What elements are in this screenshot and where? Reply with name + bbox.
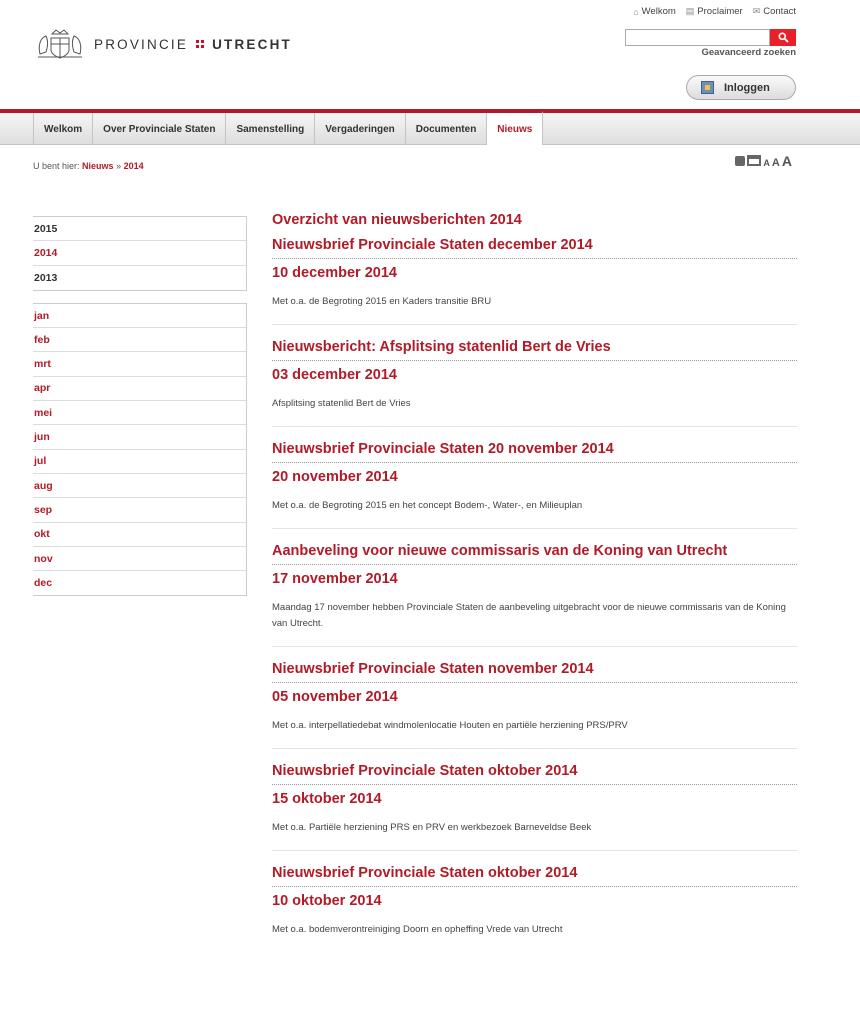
nav-item-documenten[interactable]: Documenten [406, 113, 488, 145]
login-button[interactable] [686, 75, 796, 100]
news-item-date: 10 oktober 2014 [272, 893, 382, 909]
news-item-summary: Met o.a. Partiële herziening PRS en PRV en werkbezoek Barneveldse Beek [272, 822, 592, 833]
news-item-summary: Afsplitsing statenlid Bert de Vries [272, 398, 411, 409]
rss-icon[interactable] [735, 156, 745, 166]
logo-dots-icon [196, 40, 204, 48]
sidebar-item-2015[interactable]: 2015 [33, 217, 246, 241]
toplink-label: Welkom [641, 6, 676, 17]
main-nav [0, 109, 860, 145]
font-size-medium-button[interactable]: A [771, 157, 780, 169]
news-item-date: 05 november 2014 [272, 689, 398, 705]
toplink-label: Contact [763, 6, 796, 17]
sidebar-item-okt[interactable]: okt [33, 523, 246, 547]
advanced-search-link[interactable]: Geavanceerd zoeken [701, 47, 796, 58]
sidebar-item-mrt[interactable]: mrt [33, 352, 246, 376]
news-item [272, 339, 797, 427]
search-input[interactable] [625, 29, 770, 46]
page-title: Overzicht van nieuwsberichten 2014 [272, 212, 522, 228]
year-list [33, 216, 247, 291]
sidebar-item-feb[interactable]: feb [33, 328, 246, 352]
news-item-date: 15 oktober 2014 [272, 791, 382, 807]
coat-of-arms-icon [34, 28, 86, 60]
mail-icon: ✉ [752, 6, 761, 16]
sidebar-item-jul[interactable]: jul [33, 450, 246, 474]
news-item-summary: Met o.a. bodemverontreiniging Doorn en opheffing Vrede van Utrecht [272, 924, 563, 935]
news-item-summary: Maandag 17 november hebben Provinciale Staten de aanbeveling uitgebracht voor de nieuwe commissaris van de Koning van Utrecht. [272, 602, 786, 629]
toplink-welkom[interactable] [633, 6, 676, 17]
nav-item-over-provinciale-staten[interactable]: Over Provinciale Staten [93, 113, 226, 145]
news-item-summary: Met o.a. de Begroting 2015 en het concept Bodem-, Water-, en Milieuplan [272, 500, 583, 511]
logo-text-utrecht: UTRECHT [212, 36, 292, 52]
header [0, 0, 860, 110]
breadcrumb [33, 161, 144, 171]
sidebar-item-2013[interactable]: 2013 [34, 271, 58, 284]
search-button[interactable] [770, 29, 796, 46]
search-form [625, 29, 796, 46]
sidebar-item-jun[interactable]: jun [33, 425, 246, 449]
page-tools [735, 153, 792, 169]
news-item-summary: Met o.a. de Begroting 2015 en Kaders transitie BRU [272, 296, 492, 307]
news-item-date: 03 december 2014 [272, 367, 397, 383]
breadcrumb-prefix: U bent hier: [33, 161, 80, 171]
sidebar-item-dec[interactable]: dec [34, 577, 53, 590]
toplink-proclaimer[interactable] [686, 6, 743, 17]
news-item [272, 543, 797, 647]
login-label: Inloggen [724, 81, 770, 94]
home-icon: ⌂ [633, 6, 639, 17]
news-item-summary: Met o.a. interpellatiedebat windmolenlocatie Houten en partiële herziening PRS/PRV [272, 720, 628, 731]
toplink-label: Proclaimer [697, 6, 743, 17]
sidebar [33, 216, 247, 608]
news-item [272, 237, 797, 325]
sidebar-item-aug[interactable]: aug [33, 474, 246, 498]
news-item-title[interactable]: Nieuwsbrief Provinciale Staten oktober 2014 [272, 763, 797, 785]
breadcrumb-link-2014[interactable]: 2014 [123, 161, 144, 171]
font-size-large-button[interactable]: A [781, 153, 792, 169]
main-content [272, 211, 797, 966]
logo-text-provincie: PROVINCIE [94, 36, 189, 52]
news-item-title[interactable]: Nieuwsbrief Provinciale Staten 20 november 2014 [272, 441, 797, 463]
document-icon: ▤ [685, 6, 695, 16]
news-item [272, 865, 797, 952]
news-item-title[interactable]: Nieuwsbrief Provinciale Staten november 2014 [272, 661, 797, 683]
search-icon [778, 32, 789, 43]
sidebar-item-jan[interactable]: jan [33, 304, 246, 328]
logo-text [94, 37, 292, 52]
month-list [33, 303, 247, 597]
print-icon[interactable] [747, 155, 761, 166]
logo[interactable] [34, 28, 292, 60]
nav-item-nieuws[interactable]: Nieuws [487, 111, 543, 145]
sidebar-item-sep[interactable]: sep [33, 498, 246, 522]
news-item-title[interactable]: Nieuwsbrief Provinciale Staten oktober 2014 [272, 865, 797, 887]
sidebar-item-nov[interactable]: nov [33, 547, 246, 571]
news-item-title[interactable]: Nieuwsbrief Provinciale Staten december 2014 [272, 237, 797, 259]
sidebar-item-2014[interactable]: 2014 [33, 241, 246, 265]
news-item-title[interactable]: Nieuwsbericht: Afsplitsing statenlid Bert de Vries [272, 339, 797, 361]
font-size-small-button[interactable]: A [763, 158, 770, 168]
news-item [272, 441, 797, 529]
sidebar-item-apr[interactable]: apr [33, 377, 246, 401]
news-item [272, 661, 797, 749]
toplink-contact[interactable] [753, 6, 796, 17]
sidebar-item-mei[interactable]: mei [33, 401, 246, 425]
nav-item-samenstelling[interactable]: Samenstelling [226, 113, 315, 145]
news-item [272, 763, 797, 851]
top-links [633, 6, 796, 17]
news-item-date: 20 november 2014 [272, 469, 398, 485]
nav-item-welkom[interactable]: Welkom [33, 113, 93, 145]
news-item-date: 10 december 2014 [272, 265, 397, 281]
news-item-date: 17 november 2014 [272, 571, 398, 587]
news-item-title[interactable]: Aanbeveling voor nieuwe commissaris van de Koning van Utrecht [272, 543, 797, 565]
breadcrumb-link-nieuws[interactable]: Nieuws [82, 161, 114, 171]
login-icon [701, 81, 714, 94]
breadcrumb-separator: » [116, 161, 122, 171]
nav-item-vergaderingen[interactable]: Vergaderingen [315, 113, 405, 145]
